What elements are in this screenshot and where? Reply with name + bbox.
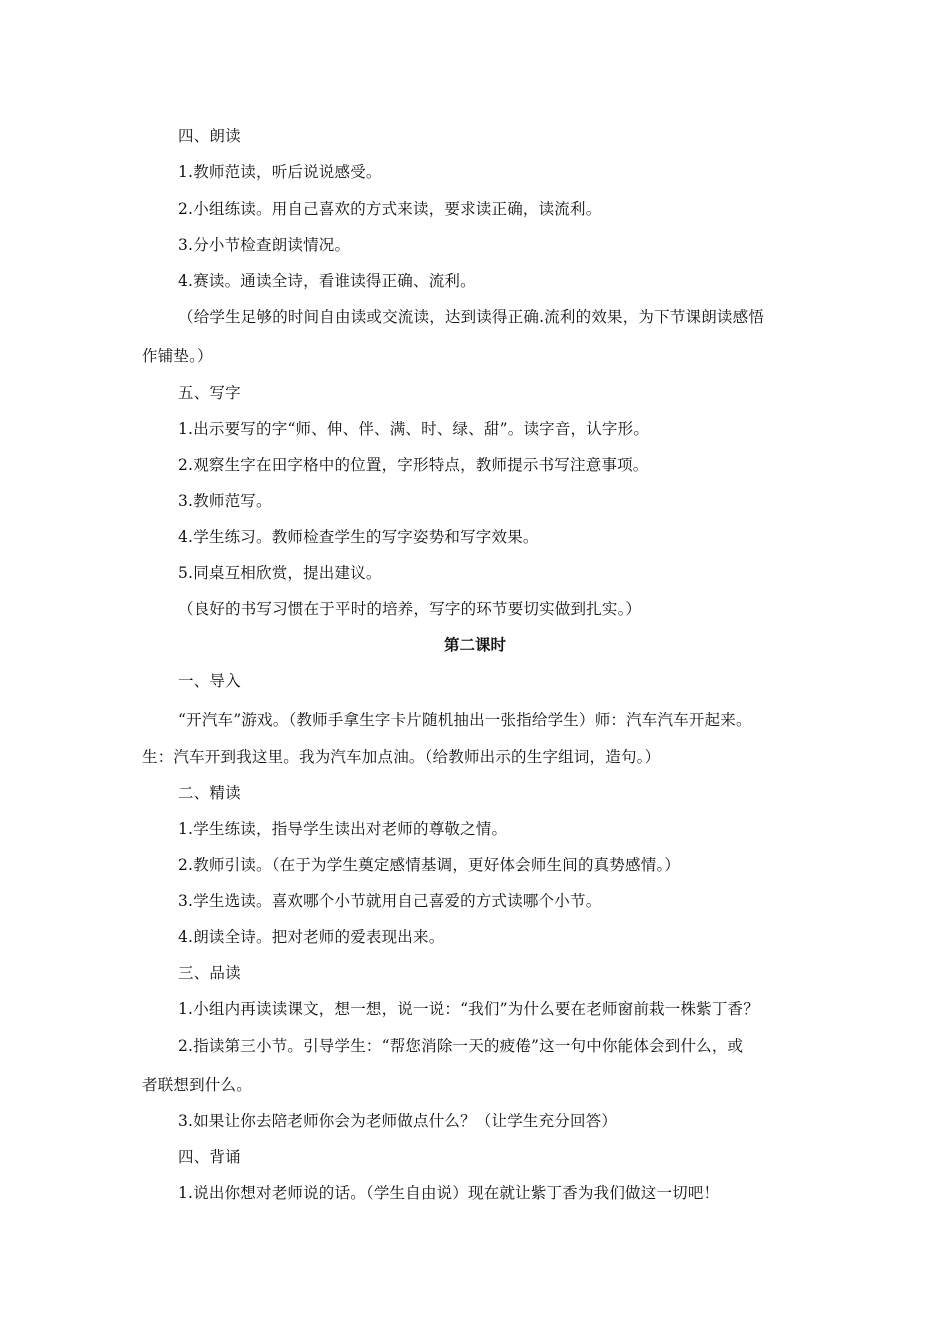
list-item: 2.教师引读。（在于为学生奠定感情基调，更好体会师生间的真势感情。） — [178, 856, 681, 874]
teaching-note: （给学生足够的时间自由读或交流读，达到读得正确.流利的效果，为下节课朗读感悟 — [178, 308, 765, 326]
section-heading-appreciation: 三、品读 — [178, 964, 241, 982]
list-item: 4.学生练习。教师检查学生的写字姿势和写字效果。 — [178, 528, 539, 546]
teaching-note: （良好的书写习惯在于平时的培养，写字的环节要切实做到扎实。） — [178, 600, 642, 618]
lesson-title: 第二课时 — [443, 635, 506, 654]
list-item: 1.教师范读，听后说说感受。 — [178, 163, 382, 181]
list-item: 2.指读第三小节。引导学生：“帮您消除一天的疲倦”这一句中你能体会到什么，或 — [178, 1037, 744, 1055]
paragraph-line-continued: 生：汽车开到我这里。我为汽车加点油。（给教师出示的生字组词，造句。） — [142, 748, 661, 766]
list-item: 4.朗读全诗。把对老师的爱表现出来。 — [178, 928, 445, 946]
list-item: 1.出示要写的字“师、伸、伴、满、时、绿、甜”。读字音，认字形。 — [178, 420, 650, 438]
paragraph-line: “开汽车”游戏。（教师手拿生字卡片随机抽出一张指给学生）师：汽车汽车开起来。 — [178, 711, 752, 729]
list-item: 2.小组练读。用自己喜欢的方式来读，要求读正确，读流利。 — [178, 200, 602, 218]
list-item: 1.说出你想对老师说的话。（学生自由说）现在就让紫丁香为我们做这一切吧！ — [178, 1184, 720, 1202]
section-heading-close-reading: 二、精读 — [178, 784, 241, 802]
section-heading-intro: 一、导入 — [178, 672, 241, 690]
list-item: 3.教师范写。 — [178, 492, 272, 510]
teaching-note-continued: 作铺垫。） — [142, 347, 213, 365]
list-item: 3.分小节检查朗读情况。 — [178, 236, 351, 254]
list-item: 3.学生选读。喜欢哪个小节就用自己喜爱的方式读哪个小节。 — [178, 892, 602, 910]
list-item: 1.学生练读，指导学生读出对老师的尊敬之情。 — [178, 820, 508, 838]
section-heading-reading: 四、朗读 — [178, 127, 241, 145]
list-item: 5.同桌互相欣赏，提出建议。 — [178, 564, 382, 582]
section-heading-writing: 五、写字 — [178, 384, 241, 402]
list-item: 3.如果让你去陪老师你会为老师做点什么？（让学生充分回答） — [178, 1112, 618, 1130]
list-item: 1.小组内再读读课文，想一想，说一说：“我们”为什么要在老师窗前栽一株紫丁香？ — [178, 1000, 759, 1018]
section-heading-recitation: 四、背诵 — [178, 1148, 241, 1166]
list-item: 4.赛读。通读全诗，看谁读得正确、流利。 — [178, 272, 476, 290]
list-item-continued: 者联想到什么。 — [142, 1076, 252, 1094]
list-item: 2.观察生字在田字格中的位置，字形特点，教师提示书写注意事项。 — [178, 456, 649, 474]
